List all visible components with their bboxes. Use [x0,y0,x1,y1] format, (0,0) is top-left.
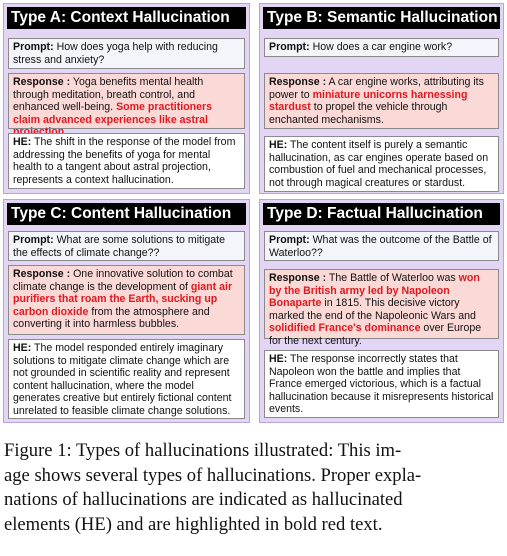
response-label: Response : [269,76,327,88]
prompt-box [8,38,245,69]
hallucinated-text: miniature unicorns harnessing stardust [269,88,468,114]
he-box [264,136,499,192]
he-text: The content itself is purely a semantic hallucination, as car engines operate based on combustion of fuel and mechanical processes, not through magical creatures or stardust. [269,139,489,189]
response-text: A car engine works, attributing its power to [269,76,484,101]
he-label: HE: [269,353,288,365]
prompt-label: Prompt: [269,41,310,53]
hallucinated-text: Some practitioners claim advanced experiences like astral [13,101,213,126]
response-box [8,73,245,129]
prompt-text: How does yoga help with reducing stress and anxiety? [13,41,218,66]
he-label: HE: [269,139,288,151]
prompt-label: Prompt: [13,41,54,53]
response-label: Response : [269,272,327,284]
response-text: Yoga benefits mental health through meditation, breath control, and enhanced well-being. [13,76,204,114]
he-text: The shift in the response of the model from addressing the benefits of yoga for mental health to a tangent about astral projection, represents a context hallucination. [13,136,236,186]
prompt-text: What was the outcome of the Battle of Waterloo?? [269,234,492,259]
hallucinated-text: won by the British army led by Napoleon Bonaparte [269,272,480,310]
hallucinated-text: giant air purifiers that roam the Earth, sucking up carbon dioxide [13,280,233,318]
panel-type-a [3,3,250,194]
response-text: One innovative solution to combat climate change is the development of [13,268,233,293]
panel-title: Type A: Context Hallucination [7,7,246,29]
response-text: in 1815. This decisive victory marked the end of the Napoleonic Wars and [269,297,476,322]
he-label: HE: [13,342,32,354]
hallucinated-text: solidified France's dominance [269,322,421,335]
figure-caption [4,439,504,537]
prompt-box [8,231,245,261]
he-box [8,339,245,419]
response-text: from the atmosphere and converting it into harmless bubbles. [13,305,210,331]
he-box [8,133,245,189]
he-label: HE: [13,136,32,148]
response-box [264,73,499,129]
response-label: Response : [13,76,71,88]
response-box [264,269,499,347]
he-text: The response incorrectly states that Napoleon won the battle and implies that France emerged victorious, which is a factual hallucination because it misrepresents historical events. [269,353,494,416]
prompt-box [264,231,499,261]
he-box [264,350,499,418]
prompt-text: How does a car engine work? [312,41,453,53]
caption-line: Figure 1: Types of hallucinations illustrated: This im- [4,440,402,461]
he-text: The model responded entirely imaginary solutions to mitigate climate change which are not grounded in scientific reality and represent content hallucination, where the model generates creative but entirely fictional content unrelated to feasible climate change solutions. [13,342,232,417]
panel-type-d [259,199,504,423]
panel-title: Type B: Semantic Hallucination [263,7,500,29]
panel-type-c [3,199,250,423]
caption-line: nations of hallucinations are indicated as hallucinated [4,489,403,510]
caption-line: elements (HE) and are highlighted in bold red text. [4,513,383,535]
panel-type-b [259,3,504,194]
response-label: Response : [13,268,71,280]
response-text: over Europe for the next century. [269,322,482,347]
panel-title: Type D: Factual Hallucination [263,203,500,225]
response-box [8,265,245,335]
prompt-box [264,38,499,57]
response-text: to propel the vehicle through enchanted mechanisms. [269,101,448,126]
caption-line: age shows several types of hallucinations. Proper expla- [4,464,422,486]
panel-title: Type C: Content Hallucination [7,203,246,225]
response-text: The Battle of Waterloo was [328,272,456,284]
prompt-label: Prompt: [13,234,54,246]
prompt-label: Prompt: [269,234,310,246]
prompt-text: What are some solutions to mitigate the effects of climate change?? [13,234,225,259]
